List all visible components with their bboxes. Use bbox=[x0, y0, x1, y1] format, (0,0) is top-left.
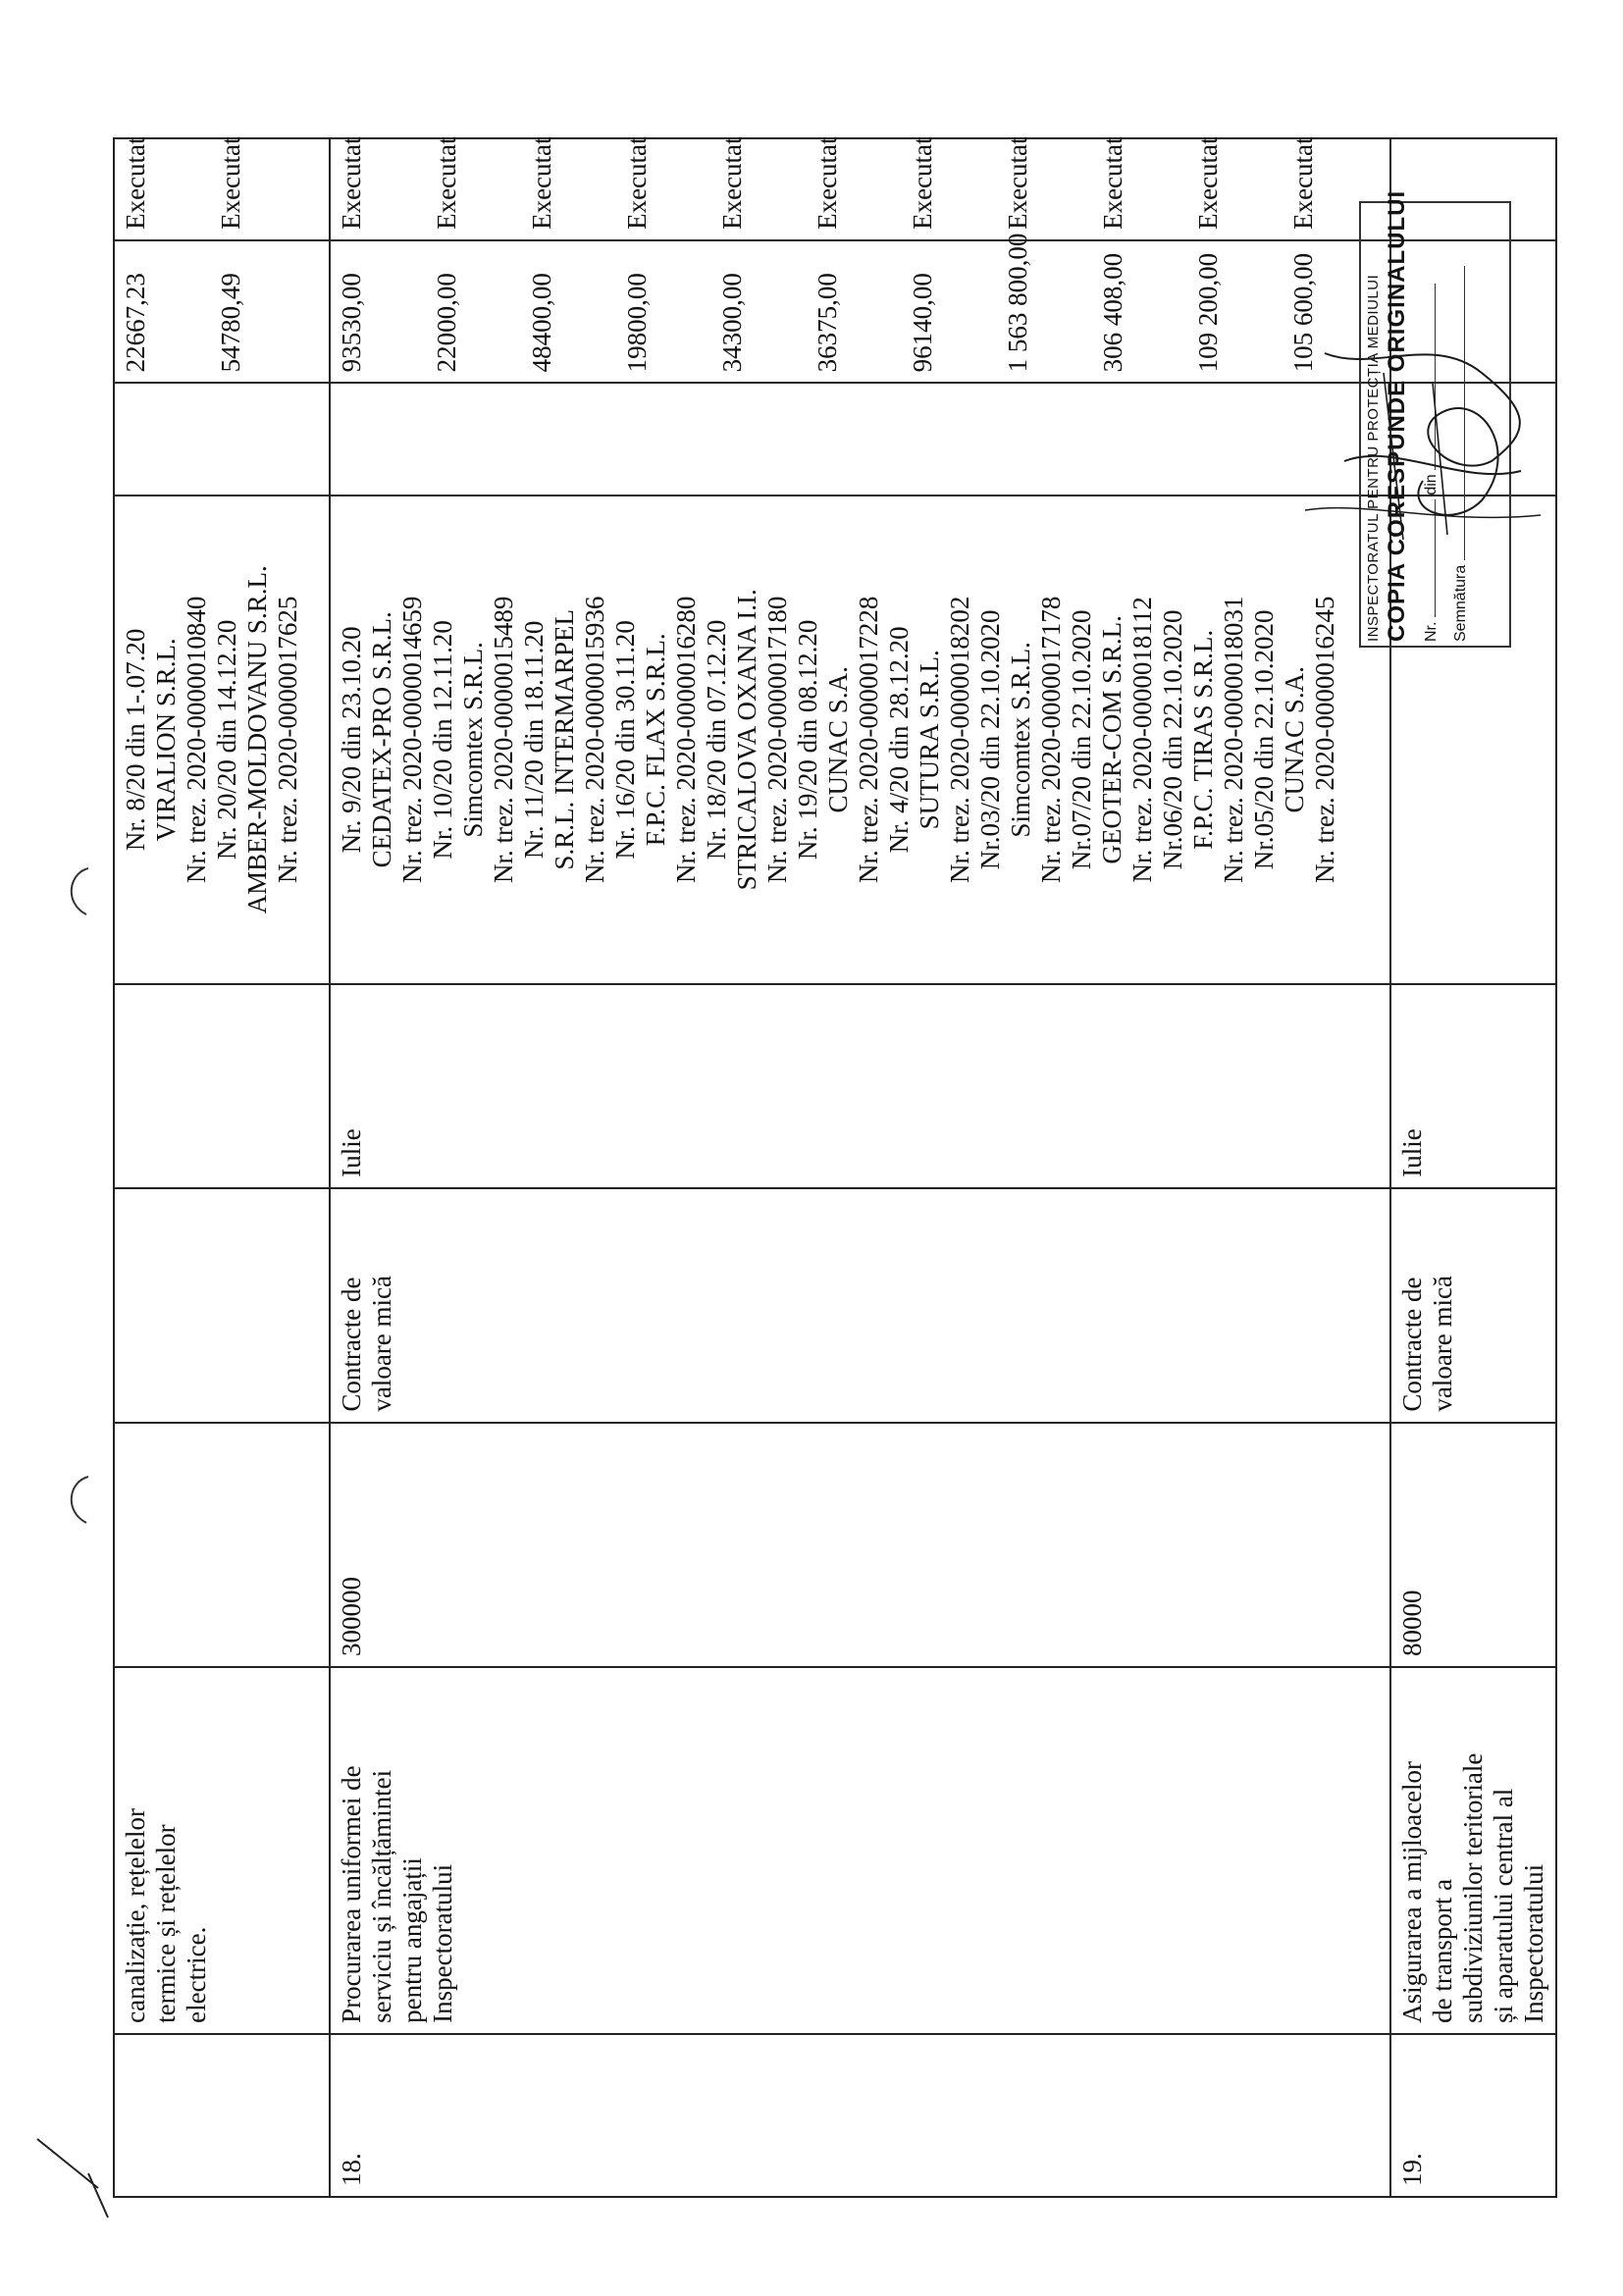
object-line: termice și rețelelor bbox=[151, 1824, 181, 2023]
term-text: Iulie bbox=[1397, 1128, 1427, 1177]
contract-line: VIRALION S.R.L. bbox=[151, 638, 181, 842]
status-text: Executat bbox=[216, 136, 245, 230]
stamp-title: COPIA CORESPUNDE ORIGINALULUI bbox=[1384, 189, 1410, 642]
status-text: Executat bbox=[527, 136, 556, 230]
contract-line: Nr. trez. 2020-0000015936 bbox=[580, 596, 609, 884]
contract-line: Nr.03/20 din 22.10.2020 bbox=[975, 609, 1005, 870]
object-line: subdiviziunilor teritoriale bbox=[1458, 1752, 1488, 2023]
contract-line: Simcomtex S.R.L. bbox=[458, 642, 488, 838]
object-line: Inspectoratului bbox=[428, 1863, 457, 2023]
status-text: Executat bbox=[432, 136, 461, 230]
contract-line: Nr. 16/20 din 30.11.20 bbox=[610, 620, 640, 860]
contract-value: 93530,00 bbox=[337, 273, 366, 373]
procedure-line: valoare mică bbox=[367, 1276, 396, 1412]
contract-line: Nr. 20/20 din 14.12.20 bbox=[212, 619, 241, 861]
contracts bbox=[114, 496, 330, 985]
contract-values bbox=[330, 233, 1390, 383]
stamp-signature-label: Semnătura bbox=[1452, 564, 1469, 642]
contract-line: Nr. 11/20 din 18.11.20 bbox=[519, 620, 549, 860]
status-text: Executat bbox=[1288, 136, 1318, 230]
contract-value: 109 200,00 bbox=[1193, 252, 1223, 373]
contract-value: 96140,00 bbox=[908, 273, 937, 373]
row-number-text: 18. bbox=[337, 2153, 366, 2186]
contract-values bbox=[114, 240, 330, 383]
contract-line: Nr. trez. 2020-0000018112 bbox=[1127, 597, 1157, 883]
contract-line: GEOTER-COM S.R.L. bbox=[1097, 615, 1126, 864]
contract-line: CUNAC S.A. bbox=[823, 666, 853, 813]
status-text: Executat bbox=[1098, 136, 1127, 230]
contract-value: 36375,00 bbox=[812, 273, 842, 373]
status-text: Executat bbox=[337, 136, 366, 230]
contract-line: Nr. 10/20 din 12.11.20 bbox=[428, 620, 457, 860]
contract-value: 105 600,00 bbox=[1288, 252, 1318, 373]
object-line: de transport a bbox=[1428, 1878, 1457, 2023]
contract-line: SUTURA S.R.L. bbox=[915, 650, 944, 830]
empty-column bbox=[330, 383, 1390, 495]
empty-column bbox=[114, 383, 330, 495]
execution-status bbox=[114, 138, 330, 240]
term-text: Iulie bbox=[337, 1128, 366, 1177]
scan-mark bbox=[29, 2129, 118, 2227]
object-line: electrice. bbox=[182, 1926, 211, 2023]
procedure-line: Contracte de bbox=[1397, 1277, 1427, 1412]
contract-line: Nr. trez. 2020-0000018202 bbox=[945, 596, 974, 884]
contract-line: Nr. trez. 2020-0000014659 bbox=[397, 596, 427, 884]
contract-line: Nr. 9/20 din 23.10.20 bbox=[337, 626, 366, 854]
handwritten-signature bbox=[1285, 314, 1560, 559]
contract-line: Nr.05/20 din 22.10.2020 bbox=[1249, 609, 1279, 870]
contract-line: Nr. trez. 2020-0000018031 bbox=[1219, 596, 1248, 884]
contract-value: 54780,49 bbox=[216, 273, 245, 373]
procedure-type bbox=[1390, 1188, 1556, 1423]
procurement-object bbox=[1390, 1667, 1556, 2034]
term bbox=[330, 984, 1390, 1188]
estimated-sum bbox=[1390, 1423, 1556, 1667]
row-number bbox=[114, 2034, 330, 2197]
contract-line: F.P.C. FLAX S.R.L. bbox=[641, 633, 670, 847]
object-line: serviciu și încălțămintei bbox=[367, 1769, 396, 2023]
contract-line: Nr.07/20 din 22.10.2020 bbox=[1067, 609, 1096, 870]
procedure-type bbox=[114, 1188, 330, 1423]
object-line: Asigurarea a mijloacelor bbox=[1397, 1760, 1427, 2023]
object-line: și aparatului central al bbox=[1489, 1788, 1518, 2023]
object-line: pentru angajații bbox=[397, 1857, 427, 2023]
contract-line: Nr. trez. 2020-0000016280 bbox=[671, 596, 701, 884]
row-number bbox=[1390, 2034, 1556, 2197]
status-text: Executat bbox=[717, 136, 747, 230]
procurement-object bbox=[330, 1667, 1390, 2034]
contract-line: Simcomtex S.R.L. bbox=[1006, 642, 1035, 838]
status-text: Executat bbox=[1193, 136, 1223, 230]
table-row bbox=[114, 138, 330, 2197]
status-text: Executat bbox=[812, 136, 842, 230]
contract-line: Nr. 4/20 din 28.12.20 bbox=[884, 626, 914, 854]
status-text: Executat bbox=[121, 136, 150, 230]
estimated-sum bbox=[330, 1423, 1390, 1667]
contract-line: Nr. 19/20 din 08.12.20 bbox=[793, 619, 822, 861]
contract-line: CUNAC S.A. bbox=[1280, 666, 1309, 813]
contract-value: 19800,00 bbox=[622, 273, 652, 373]
contract-line: Nr. 8/20 din 1-.07.20 bbox=[121, 628, 150, 852]
contract-line: Nr. trez. 2020-0000016245 bbox=[1310, 596, 1339, 884]
execution-status bbox=[330, 138, 1390, 240]
contract-line: Nr. trez. 2020-0000017625 bbox=[273, 596, 302, 884]
contract-value: 1 563 800,00 bbox=[1003, 233, 1032, 373]
procedure-line: valoare mică bbox=[1428, 1276, 1457, 1412]
object-line: Procurarea uniformei de bbox=[337, 1765, 366, 2023]
contract-line: STRICALOVA OXANA I.I. bbox=[732, 589, 761, 891]
procedure-type bbox=[330, 1188, 1390, 1423]
estimated-sum bbox=[114, 1423, 330, 1667]
contract-line: Nr. trez. 2020-0000017180 bbox=[762, 596, 792, 884]
term bbox=[1390, 984, 1556, 1188]
procurement-object bbox=[114, 1667, 330, 2034]
contract-line: AMBER-MOLDOVANU S.R.L. bbox=[242, 565, 272, 914]
sum-text: 80000 bbox=[1397, 1590, 1427, 1656]
stamp-din-label: din bbox=[1423, 474, 1440, 496]
sum-text: 300000 bbox=[337, 1576, 366, 1656]
contract-line: F.P.C. TIRAS S.R.L. bbox=[1188, 629, 1218, 850]
contract-value: 22000,00 bbox=[432, 273, 461, 373]
stamp-organization: INSPECTORATUL PENTRU PROTECȚIA MEDIULUI bbox=[1365, 274, 1382, 642]
term bbox=[114, 984, 330, 1188]
status-text: Executat bbox=[908, 136, 937, 230]
contract-line: Nr.06/20 din 22.10.2020 bbox=[1158, 609, 1187, 870]
contract-line: Nr. 18/20 din 07.12.20 bbox=[702, 619, 731, 861]
contract-line: S.R.L. INTERMARPEL bbox=[550, 609, 579, 870]
contract-value: 22667,23 bbox=[121, 273, 150, 373]
contract-line: Nr. trez. 2020-0000017178 bbox=[1036, 596, 1066, 884]
row-number bbox=[330, 2034, 1390, 2197]
contract-line: CEDATEX-PRO S.R.L. bbox=[367, 611, 396, 868]
contract-value: 306 408,00 bbox=[1098, 252, 1127, 373]
row-number-text: 19. bbox=[1397, 2153, 1427, 2186]
scan-mark bbox=[59, 863, 98, 922]
contract-value: 48400,00 bbox=[527, 273, 556, 373]
procedure-line: Contracte de bbox=[337, 1277, 366, 1412]
object-line: canalizație, rețelelor bbox=[121, 1807, 150, 2023]
stamp-nr-label: Nr. bbox=[1423, 621, 1440, 642]
object-line: Inspectoratului bbox=[1519, 1863, 1548, 2023]
scan-mark bbox=[59, 1472, 98, 1531]
contracts bbox=[330, 496, 1390, 985]
table-row bbox=[330, 138, 1390, 2197]
contract-line: Nr. trez. 2020-0000015489 bbox=[489, 596, 518, 884]
status-text: Executat bbox=[622, 136, 652, 230]
contract-line: Nr. trez. 2020-0000017228 bbox=[854, 596, 883, 884]
rotated-page bbox=[113, 136, 1548, 2198]
contract-line: Nr. trez. 2020-0000010840 bbox=[182, 596, 211, 884]
contract-value: 34300,00 bbox=[717, 273, 747, 373]
status-text: Executat bbox=[1003, 136, 1032, 230]
